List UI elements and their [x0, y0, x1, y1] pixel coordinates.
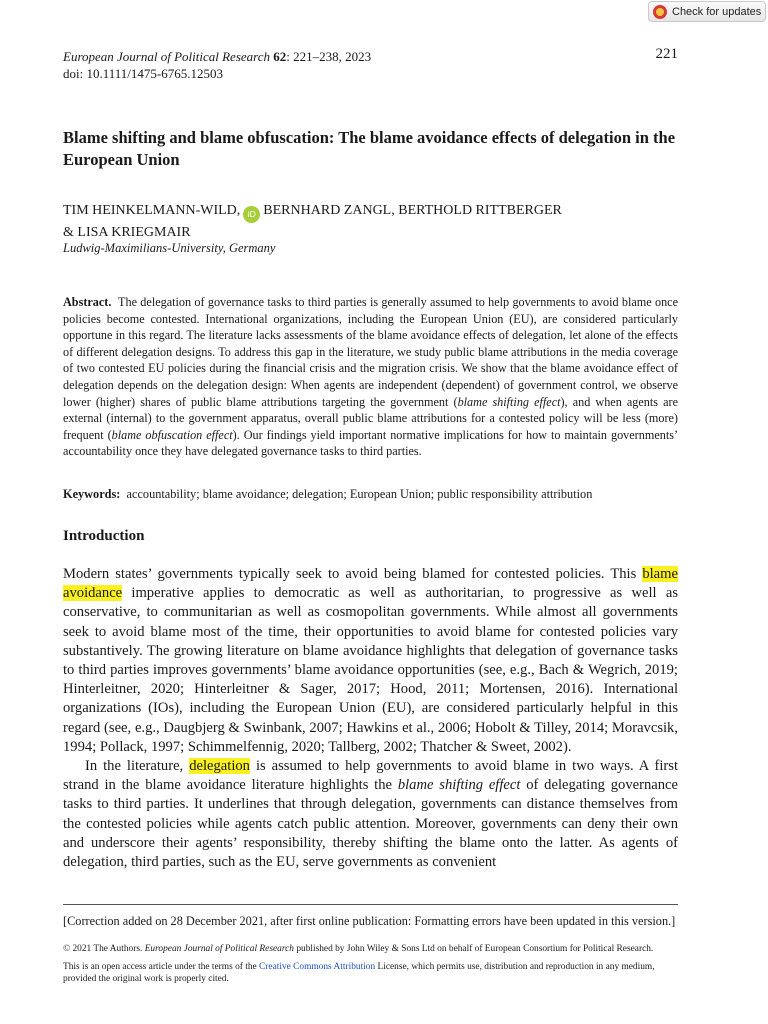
journal-name: European Journal of Political Research — [63, 49, 270, 64]
abstract — [63, 294, 678, 460]
paragraph-1 — [63, 565, 678, 757]
check-for-updates-button[interactable] — [648, 1, 766, 22]
footnote-divider — [63, 904, 678, 905]
p2-text-b: is assumed to help governments to avoid blame in two ways. A first strand in the blame avoidance literature highlights the — [63, 758, 679, 794]
copyright-journal: European Journal of Political Research — [144, 944, 294, 954]
p1-text-a: Modern states’ governments typically seek to avoid being blamed for contested policies. This — [63, 566, 637, 582]
p1-text-b: imperative applies to democratic as well as authoritarian, to progressive as well as conservative, to communitarian as well as cosmopolitan governments. While almost all governments seek to avoid blame most of the time, their opportunities to avoid blame for contested policies vary substantively. The growing literature on blame avoidance highlights that delegation of governance tasks to third parties improves governments’ blame avoidance opportunities (see, e.g., Bach & Wegrich, 2019; Hinterleitner, 2020; Hinterleitner & Sager, 2017; Hood, 2011; Mortensen, 2016). International organizations (IOs), including the European Union (EU), are considered particularly helpful in this regard (see, e.g., Daugbjerg & Swinbank, 2007; Hawkins et al., 2006; Hobolt & Tilley, 2014; Moravcsik, 1994; Pollack, 1997; Schimmelfennig, 2020; Tallberg, 2002; Thatcher & Sweet, 2002). — [63, 585, 678, 755]
abstract-text-3: ). Our findings yield important normative implications for how to maintain governments’ accountability once they have delegated governance tasks to third parties. — [63, 427, 679, 459]
section-heading: Introduction — [63, 528, 145, 544]
authors-line-1b: BERNHARD ZANGL, BERTHOLD RITTBERGER — [263, 203, 562, 218]
journal-pages-year: : 221–238, 2023 — [286, 49, 372, 64]
p2-text-c: of delegating governance tasks to third parties. It underlines that through delegation, governments can distance themselves from the contested policies while agents catch public attention. Moreover, governments can deny their own and underscore their agents’ responsibility, thereby shifting the blame onto the latter. As agents of delegation, third parties, such as the EU, serve governments as convenient — [63, 777, 678, 871]
abstract-text-2: ), and when agents are external (internal) to the government apparatus, overall public blame attributions for a contested policy will be less (more) frequent ( — [63, 394, 678, 442]
license-text-a: This is an open access article under the terms of the — [63, 962, 257, 972]
copyright-text-a: © 2021 The Authors. — [63, 944, 143, 954]
license-notice — [63, 961, 678, 985]
keywords-text: accountability; blame avoidance; delegation; European Union; public responsibility attribution — [126, 487, 593, 501]
page-number: 221 — [655, 46, 678, 62]
copyright-notice — [63, 943, 678, 956]
copyright-text-b: published by John Wiley & Sons Ltd on behalf of European Consortium for Political Research. — [296, 944, 654, 954]
abstract-italic-2: blame obfuscation effect — [111, 427, 233, 442]
license-text-b: License, which permits use, distribution and reproduction in any medium, provided the original work is properly cited. — [63, 962, 655, 984]
authors-line-2: & LISA KRIEGMAIR — [63, 225, 191, 240]
authors-line-1: TIM HEINKELMANN-WILD, — [63, 203, 241, 218]
p2-text-a: In the literature, — [85, 758, 184, 775]
author-list — [63, 201, 678, 242]
cc-license-link[interactable]: Creative Commons Attribution — [259, 962, 376, 972]
p2-italic: blame shifting effect — [397, 777, 521, 794]
journal-volume: 62 — [273, 49, 287, 64]
highlight-blame-avoidance[interactable]: blame avoidance — [63, 566, 678, 602]
affiliation: Ludwig-Maximilians-University, Germany — [63, 241, 276, 255]
keywords — [63, 487, 678, 502]
check-for-updates-label: Check for updates — [672, 5, 762, 18]
orcid-icon[interactable]: iD — [243, 206, 260, 223]
highlight-delegation[interactable]: delegation — [189, 758, 250, 775]
correction-note: [Correction added on 28 December 2021, after first online publication: Formatting errors have been updated in this version.] — [63, 914, 676, 928]
article-title: Blame shifting and blame obfuscation: The blame avoidance effects of delegation in the European Union — [63, 128, 676, 169]
crossmark-icon — [653, 5, 667, 19]
abstract-text-1: The delegation of governance tasks to third parties is generally assumed to help governments to avoid blame once policies become contested. International organizations, including the European Union (EU), are considered particularly opportune in this regard. The literature lacks assessments of the blame avoidance effects of delegation, let alone of the effects of different delegation designs. To address this gap in the literature, we study public blame attributions in the media coverage of two contested EU policies during the financial crisis and the migration crisis. We show that the blame avoidance effect of delegation depends on the delegation design: When agents are independent (dependent) of government control, we observe lower (higher) shares of public blame attributions targeting the government ( — [63, 295, 679, 409]
keywords-label: Keywords: — [63, 487, 121, 501]
doi: doi: 10.1111/1475-6765.12503 — [63, 66, 223, 81]
abstract-italic-1: blame shifting effect — [457, 394, 561, 409]
paragraph-2 — [63, 757, 678, 872]
abstract-label: Abstract. — [63, 295, 112, 309]
journal-citation — [63, 48, 371, 82]
body-text — [63, 565, 678, 872]
